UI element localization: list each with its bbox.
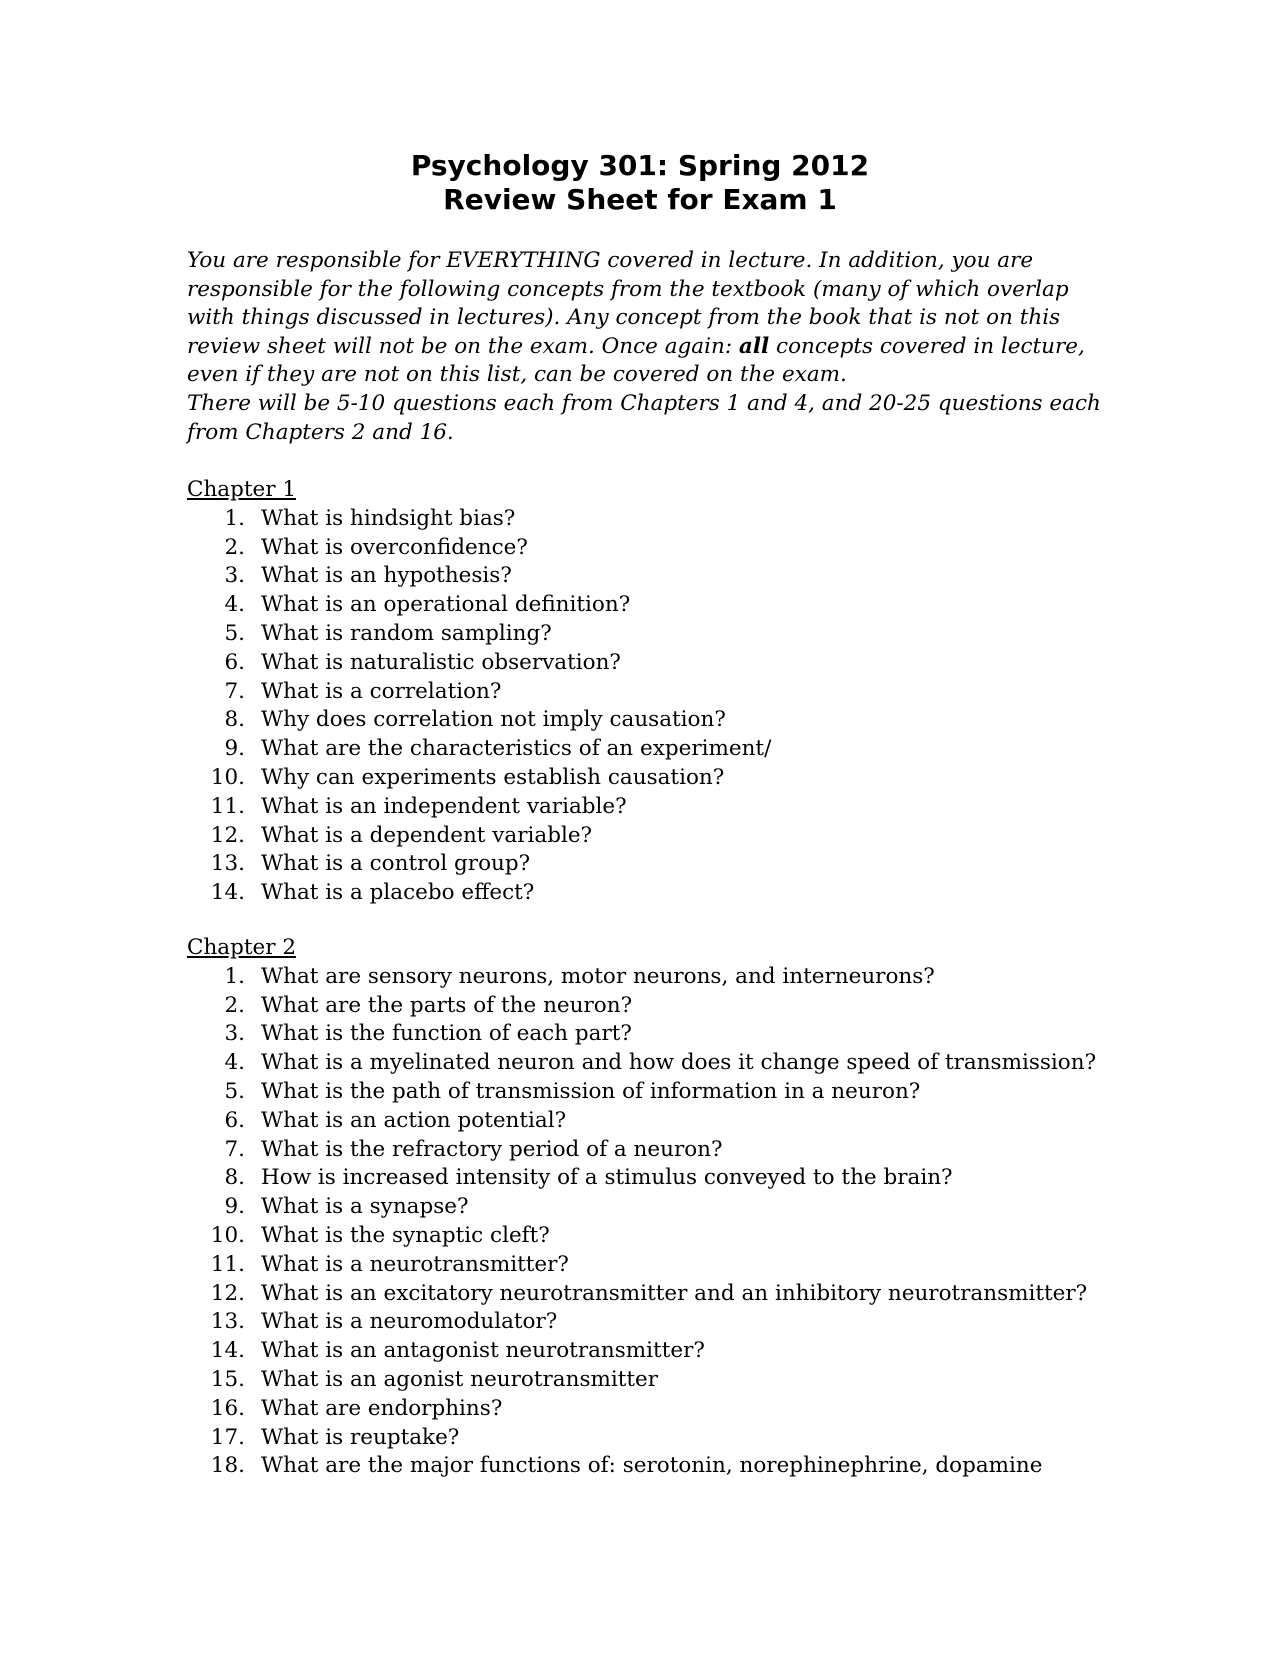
question-text: What is an independent variable? [261,793,627,819]
question-number: 1. [224,963,245,989]
question-text: What is overconfidence? [261,534,528,560]
question-text: How is increased intensity of a stimulus conveyed to the brain? [261,1165,953,1191]
question-number: 5. [224,620,245,646]
question-item [187,735,1087,764]
question-item [187,505,1087,534]
question-text: What are the characteristics of an experiment/ [261,736,772,762]
question-number: 11. [210,793,245,819]
question-item [187,1280,1087,1309]
question-item [187,1395,1087,1424]
question-number: 4. [224,592,245,618]
question-item [187,1193,1087,1222]
chapter-2-question-list [187,963,1097,1481]
chapter-heading: Chapter 1 [187,477,297,502]
question-text: What is reuptake? [261,1424,460,1450]
question-text: What is a placebo effect? [261,880,535,906]
question-text: What is a synapse? [261,1194,469,1220]
question-text: What are sensory neurons, motor neurons, and interneurons? [261,963,935,989]
question-number: 10. [210,1222,245,1248]
question-text: What is the function of each part? [261,1021,632,1047]
question-number: 3. [224,1021,245,1047]
question-text: What is an hypothesis? [261,563,512,589]
question-text: What is random sampling? [261,620,552,646]
question-number: 5. [224,1078,245,1104]
question-number: 15. [210,1366,245,1392]
intro-emphasis: all [738,333,770,359]
question-item [187,1107,1087,1136]
question-number: 8. [224,1165,245,1191]
chapter-2-section [187,934,1097,1481]
question-item [187,1452,1087,1481]
question-number: 14. [210,880,245,906]
question-item [187,822,1087,851]
chapter-heading: Chapter 2 [187,935,297,960]
question-number: 9. [224,736,245,762]
intro-paragraph-1 [187,247,1107,390]
question-text: What is an antagonist neurotransmitter? [261,1338,705,1364]
question-text: What is an agonist neurotransmitter [261,1366,659,1392]
question-number: 13. [210,1309,245,1335]
question-text: Why does correlation not imply causation? [261,707,726,733]
question-item [187,1164,1087,1193]
question-item [187,879,1087,908]
question-item [187,764,1087,793]
question-number: 12. [210,822,245,848]
question-text: What is a neuromodulator? [261,1309,558,1335]
question-text: What is a neurotransmitter? [261,1251,569,1277]
question-item [187,649,1087,678]
question-text: What is the path of transmission of information in a neuron? [261,1078,921,1104]
question-item [187,793,1087,822]
question-number: 10. [210,764,245,790]
question-number: 6. [224,1107,245,1133]
question-number: 18. [210,1453,245,1479]
question-item [187,1424,1087,1453]
question-number: 2. [224,992,245,1018]
chapter-1-section [187,476,1087,908]
question-number: 14. [210,1338,245,1364]
question-item [187,1136,1087,1165]
intro-paragraph-2: There will be 5-10 questions each from Chapters 1 and 4, and 20-25 questions each from Chapters 2 and 16. [187,390,1101,445]
question-number: 16. [210,1395,245,1421]
chapter-1-question-list [187,505,1087,908]
question-text: What is the synaptic cleft? [261,1222,550,1248]
question-item [187,963,1087,992]
question-number: 1. [224,505,245,531]
question-item [187,534,1087,563]
question-text: What are endorphins? [261,1395,503,1421]
question-text: What is a correlation? [261,678,502,704]
question-item [187,992,1087,1021]
question-text: What is hindsight bias? [261,505,516,531]
question-text: Why can experiments establish causation? [261,764,725,790]
question-number: 8. [224,707,245,733]
question-number: 4. [224,1050,245,1076]
question-number: 7. [224,1136,245,1162]
question-number: 2. [224,534,245,560]
intro-text-part: concepts covered in lecture, even if they are not on this list, can be covered on the exam. [187,333,1085,388]
question-number: 11. [210,1251,245,1277]
question-text: What is a myelinated neuron and how does it change speed of transmission? [261,1050,1097,1076]
document-subtitle: Review Sheet for Exam 1 [443,183,837,216]
question-number: 12. [210,1280,245,1306]
question-item [187,1366,1087,1395]
question-text: What are the major functions of: serotonin, norephinephrine, dopamine [261,1453,1043,1479]
question-item [187,850,1087,879]
question-number: 9. [224,1194,245,1220]
question-text: What is a control group? [261,851,531,877]
question-text: What are the parts of the neuron? [261,992,633,1018]
question-text: What is a dependent variable? [261,822,593,848]
question-item [187,591,1087,620]
document-title: Psychology 301: Spring 2012 [410,149,870,182]
question-number: 7. [224,678,245,704]
question-text: What is an action potential? [261,1107,567,1133]
question-text: What is an operational definition? [261,592,631,618]
question-item [187,562,1087,591]
question-item [187,1020,1087,1049]
question-item [187,1078,1087,1107]
question-item [187,706,1087,735]
question-item [187,1308,1087,1337]
question-number: 17. [210,1424,245,1450]
question-number: 3. [224,563,245,589]
question-text: What is the refractory period of a neuron? [261,1136,723,1162]
question-item [187,678,1087,707]
intro-text [187,247,1107,447]
question-item [187,1251,1087,1280]
question-item [187,620,1087,649]
question-item [187,1337,1087,1366]
question-item [187,1222,1087,1251]
question-number: 13. [210,851,245,877]
question-number: 6. [224,649,245,675]
question-text: What is naturalistic observation? [261,649,621,675]
question-text: What is an excitatory neurotransmitter and an inhibitory neurotransmitter? [261,1280,1088,1306]
intro-text-part: You are responsible for EVERYTHING covered in lecture. In addition, you are responsible for the following concepts from the textbook (many of which overlap with things discussed in lectures). Any concept from the book that is not on this review sheet will not be on the exam. Once again: [187,248,1069,359]
question-item [187,1049,1097,1078]
